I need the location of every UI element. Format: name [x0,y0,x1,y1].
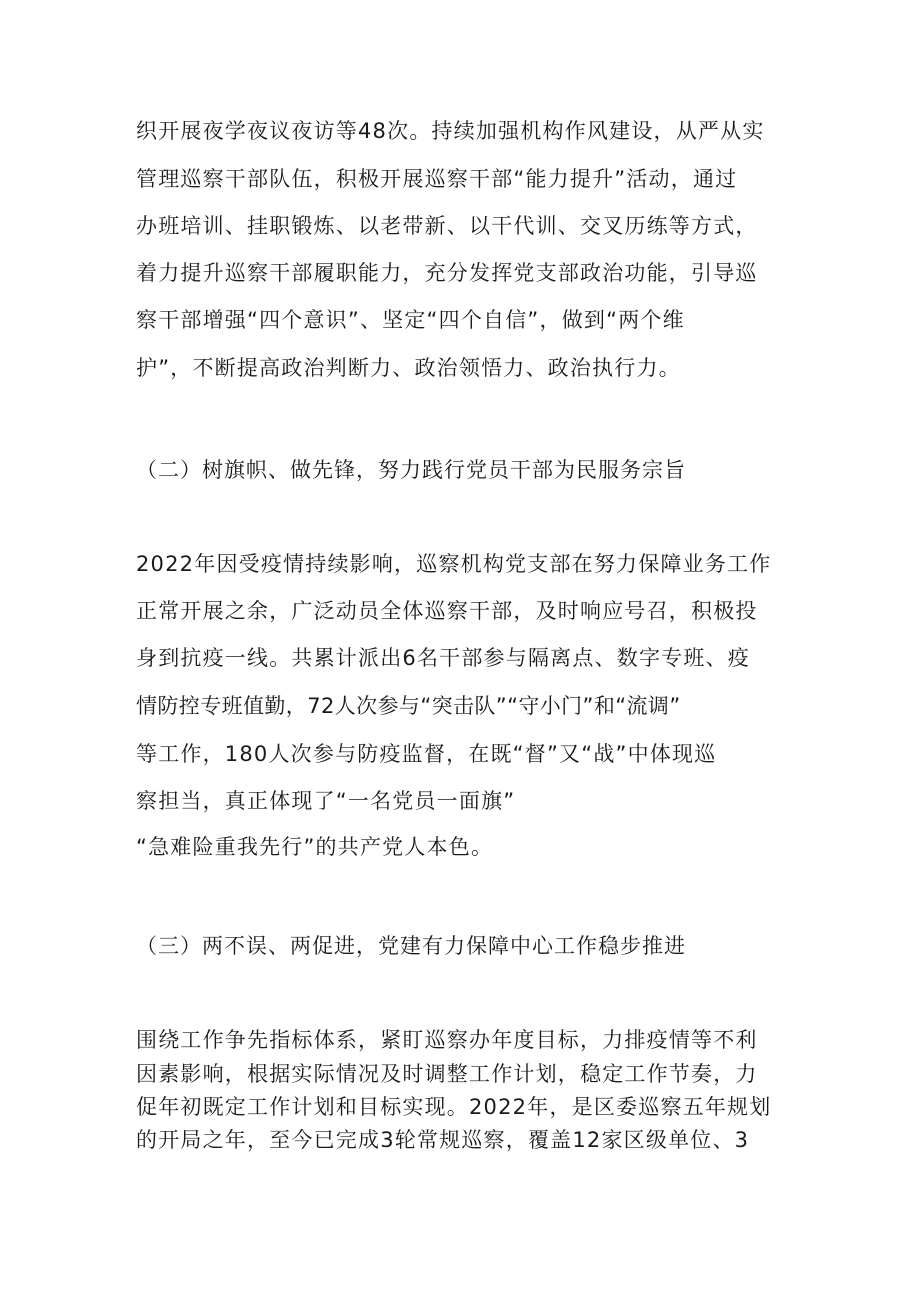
paragraph-line: 围绕工作争先指标体系，紧盯巡察办年度目标，力排疫情等不利 [136,1028,758,1052]
paragraph-line: 正常开展之余，广泛动员全体巡察干部，及时响应号召，积极投 [136,599,758,623]
paragraph-line: 着力提升巡察干部履职能力，充分发挥党支部政治功能，引导巡 [136,261,758,285]
paragraph-line: 管理巡察干部队伍，积极开展巡察干部“能力提升”活动，通过 [136,167,738,191]
paragraph-line: 因素影响，根据实际情况及时调整工作计划，稳定工作节奏，力 [136,1062,758,1086]
paragraph-line: 察担当，真正体现了“一名党员一面旗” [136,789,516,813]
paragraph-line: 等工作，180人次参与防疫监督，在既“督”又“战”中体现巡 [136,742,717,766]
paragraph-line: 身到抗疫一线。共累计派出6名干部参与隔离点、数字专班、疫 [136,646,750,670]
paragraph-line: 情防控专班值勤，72人次参与“突击队”“守小门”和“流调” [136,694,681,718]
paragraph-line: 办班培训、挂职锻炼、以老带新、以干代训、交叉历练等方式， [136,214,758,238]
paragraph-line: 织开展夜学夜议夜访等48次。持续加强机构作风建设，从严从实 [136,119,765,143]
section-heading: （三）两不误、两促进，党建有力保障中心工作稳步推进 [136,934,686,958]
paragraph-line: 的开局之年，至今已完成3轮常规巡察，覆盖12家区级单位、3 [136,1128,750,1152]
paragraph-line: “急难险重我先行”的共产党人本色。 [136,835,494,859]
paragraph-line: 促年初既定工作计划和目标实现。2022年，是区委巡察五年规划 [136,1095,772,1119]
section-heading: （二）树旗帜、做先锋，努力践行党员干部为民服务宗旨 [136,458,686,482]
paragraph-line: 察干部增强“四个意识”、坚定“四个自信”，做到“两个维 [136,308,685,332]
paragraph-line: 2022年因受疫情持续影响，巡察机构党支部在努力保障业务工作 [136,552,772,576]
paragraph-line: 护”，不断提高政治判断力、政治领悟力、政治执行力。 [136,356,681,380]
